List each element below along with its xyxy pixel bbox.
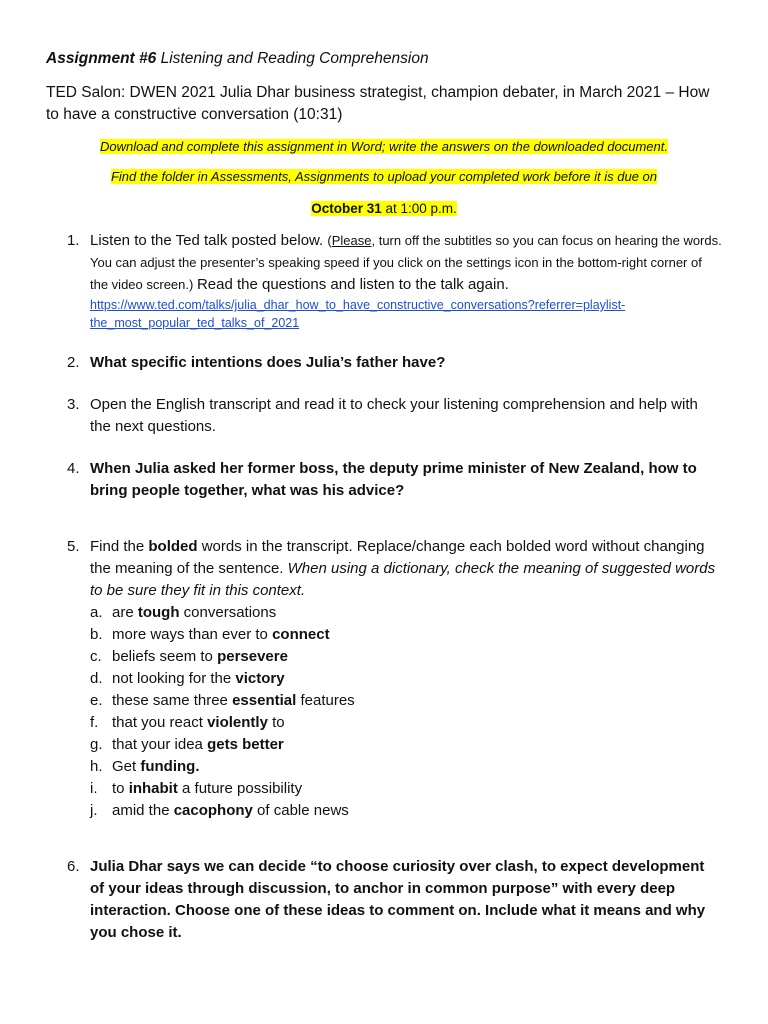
ted-talk-description: TED Salon: DWEN 2021 Julia Dhar business strategist, champion debater, in March 2021 – How to have a constructive conversation (10:31) — [46, 84, 710, 123]
vocabulary-item — [90, 756, 722, 778]
vocabulary-item — [90, 646, 722, 668]
vocabulary-context-after: of cable news — [252, 802, 349, 819]
vocabulary-context-after: a future possibility — [177, 780, 303, 797]
vocabulary-letter: e. — [90, 692, 103, 709]
vocabulary-context-before: amid the — [112, 802, 174, 819]
vocabulary-item — [90, 668, 722, 690]
question-3 — [46, 394, 722, 438]
question-6-text: Julia Dhar says we can decide “to choose curiosity over clash, to expect development of your ideas through discussion, to anchor in common purpose” with every deep interaction. Choose one of these ideas to comment on. Include what it means and why you chose it. — [90, 858, 706, 941]
vocabulary-item — [90, 602, 722, 624]
question-number: 1. — [67, 232, 80, 249]
vocabulary-context-after: conversations — [179, 604, 277, 621]
question-1 — [46, 230, 722, 332]
question-1-please: Please — [331, 233, 372, 248]
vocabulary-word: inhabit — [128, 780, 178, 797]
assignment-title — [46, 48, 722, 70]
vocabulary-letter: a. — [90, 604, 103, 621]
vocabulary-list — [90, 602, 722, 822]
question-4-text: When Julia asked her former boss, the deputy prime minister of New Zealand, how to bring people together, what was his advice? — [90, 460, 697, 499]
vocabulary-word: gets better — [207, 736, 284, 753]
question-number: 2. — [67, 354, 80, 371]
vocabulary-letter: j. — [90, 802, 98, 819]
vocabulary-word: connect — [272, 626, 330, 643]
vocabulary-letter: d. — [90, 670, 103, 687]
question-number: 5. — [67, 538, 80, 555]
download-notice — [46, 138, 722, 156]
vocabulary-item — [90, 624, 722, 646]
assignment-subtitle: Listening and Reading Comprehension — [156, 50, 429, 67]
question-1-paren: ( — [327, 233, 332, 248]
vocabulary-word: essential — [232, 692, 297, 709]
vocabulary-letter: b. — [90, 626, 103, 643]
vocabulary-context-before: more ways than ever to — [112, 626, 273, 643]
vocabulary-context-before: that your idea — [112, 736, 208, 753]
vocabulary-item — [90, 800, 722, 822]
question-5 — [46, 536, 722, 822]
vocabulary-context-before: Get — [112, 758, 141, 775]
assignment-number: Assignment #6 — [46, 50, 157, 67]
question-5-text-c: words in the transcript. Replace/change each bolded word without changing the meaning of the sentence. — [90, 538, 705, 577]
vocabulary-context-before: not looking for the — [112, 670, 236, 687]
vocabulary-letter: f. — [90, 714, 99, 731]
question-6 — [46, 856, 722, 944]
vocabulary-context-before: beliefs seem to — [112, 648, 218, 665]
question-number: 3. — [67, 396, 80, 413]
vocabulary-item — [90, 690, 722, 712]
vocabulary-context-after: to — [267, 714, 285, 731]
vocabulary-letter: h. — [90, 758, 103, 775]
vocabulary-word: victory — [235, 670, 285, 687]
question-list — [46, 230, 722, 944]
vocabulary-item — [90, 734, 722, 756]
vocabulary-letter: g. — [90, 736, 103, 753]
vocabulary-context-before: these same three — [112, 692, 233, 709]
vocabulary-item — [90, 778, 722, 800]
question-5-bolded: bolded — [148, 538, 198, 555]
vocabulary-context-before: are — [112, 604, 138, 621]
download-notice-text: Download and complete this assignment in Word; write the answers on the downloaded document. — [100, 139, 668, 154]
question-5-dictionary-tip: When using a dictionary, check the meaning of suggested words to be sure they fit in this context. — [90, 560, 716, 599]
vocabulary-word: cacophony — [173, 802, 253, 819]
question-2 — [46, 352, 722, 374]
question-5-text-a: Find the — [90, 538, 149, 555]
due-date-day: October 31 — [311, 201, 382, 216]
vocabulary-letter: i. — [90, 780, 98, 797]
question-3-text: Open the English transcript and read it to check your listening comprehension and help with the next questions. — [90, 396, 698, 435]
vocabulary-item — [90, 712, 722, 734]
due-date-time: at 1:00 p.m. — [381, 201, 457, 216]
upload-notice-text: Find the folder in Assessments, Assignments to upload your completed work before it is due on — [110, 169, 658, 184]
question-1-text-b: Read the questions and listen to the talk again. — [196, 276, 509, 293]
vocabulary-word: violently — [207, 714, 268, 731]
vocabulary-word: tough — [137, 604, 180, 621]
question-1-text-a: Listen to the Ted talk posted below. — [90, 232, 328, 249]
due-date — [46, 198, 722, 220]
vocabulary-context-before: to — [112, 780, 129, 797]
question-1-instructions: , turn off the subtitles so you can focus on hearing the words. You can adjust the presenter’s speaking speed if you click on the settings icon in the bottom-right corner of the video screen.) — [90, 233, 722, 292]
question-4 — [46, 458, 722, 502]
upload-notice — [46, 168, 722, 186]
question-2-text: What specific intentions does Julia’s father have? — [90, 354, 446, 371]
ted-talk-link[interactable]: https://www.ted.com/talks/julia_dhar_how_to_have_constructive_conversations?referrer=playlist-the_most_popular_ted_talks_of_2021 — [90, 298, 626, 330]
vocabulary-context-after: features — [296, 692, 355, 709]
vocabulary-context-before: that you react — [112, 714, 208, 731]
vocabulary-word: persevere — [217, 648, 288, 665]
vocabulary-word: funding. — [140, 758, 200, 775]
question-number: 6. — [67, 858, 80, 875]
question-number: 4. — [67, 460, 80, 477]
vocabulary-letter: c. — [90, 648, 102, 665]
